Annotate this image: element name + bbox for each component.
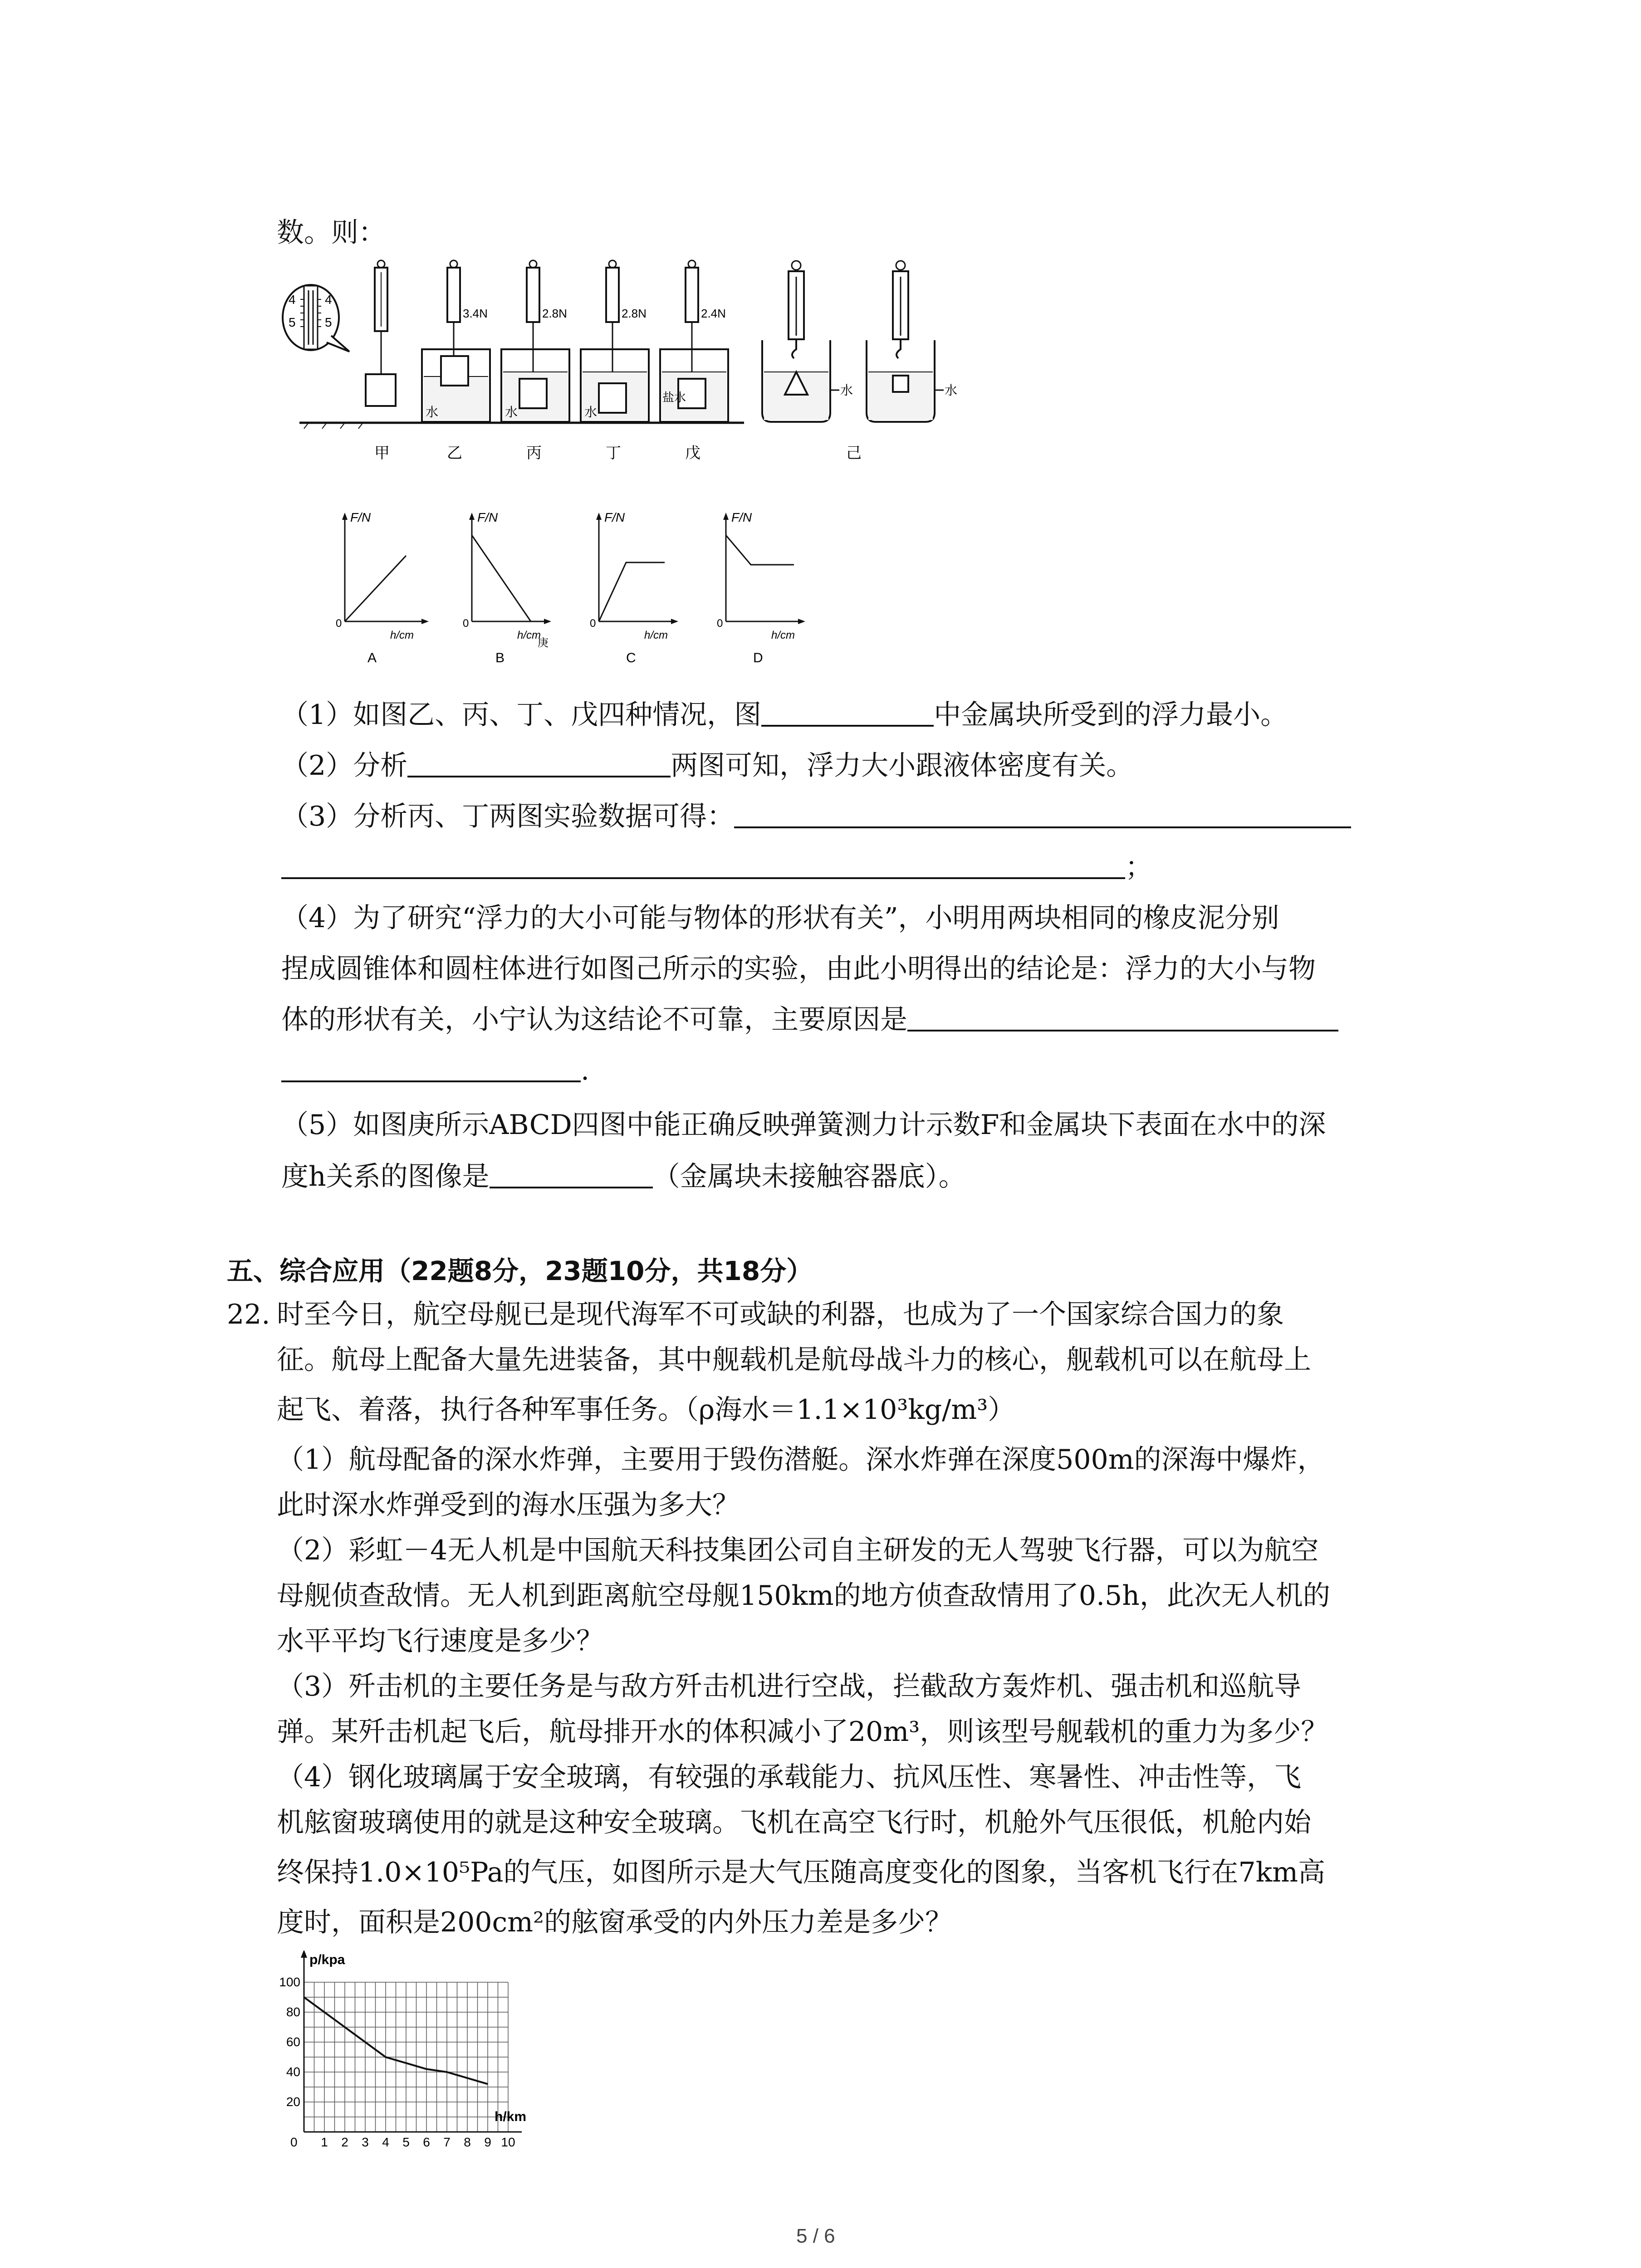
question-4-line1: （4）为了研究“浮力的大小可能与物体的形状有关”，小明用两块相同的橡皮泥分别 — [281, 902, 1279, 934]
section-heading: 五、综合应用（22题8分，23题10分，共18分） — [227, 1256, 813, 1286]
q22-part3-line: （3）歼击机的主要任务是与敌方歼击机进行空战，拦截敌方轰炸机、强击机和巡航导 — [277, 1671, 1302, 1702]
page-number: 5 / 6 — [796, 2225, 835, 2247]
question-5-line2: 度h关系的图像是 （金属块未接触容器底）。 — [281, 1161, 966, 1193]
y-tick-label: 20 — [286, 2095, 300, 2109]
x-axis-label: h/cm — [517, 629, 541, 641]
spring-scale-bing — [501, 260, 569, 422]
scale-tick: 5 — [289, 315, 296, 329]
y-axis-label: F/N — [477, 510, 498, 524]
subfig-label: 己 — [846, 445, 862, 462]
scale-tick: 4 — [325, 293, 332, 307]
y-tick-label: 60 — [286, 2035, 300, 2049]
figure-caption: 庚 — [538, 637, 549, 649]
graph-label: D — [753, 650, 763, 665]
spring-reading: 3.4N — [463, 307, 488, 320]
experiment-figure-top — [272, 259, 980, 485]
y-tick-label: 40 — [286, 2065, 300, 2079]
graph-label: C — [626, 650, 636, 665]
x-tick-label: 6 — [423, 2135, 430, 2149]
x-tick-label: 2 — [341, 2135, 348, 2149]
q22-part1-line: （1）航母配备的深水炸弹，主要用于毁伤潜艇。深水炸弹在深度500m的深海中爆炸， — [277, 1444, 1325, 1476]
question-4-line3: 体的形状有关，小宁认为这结论不可靠，主要原因是 — [281, 998, 1338, 1041]
question-4-line2: 捏成圆锥体和圆柱体进行如图己所示的实验，由此小明得出的结论是：浮力的大小与物 — [281, 953, 1316, 985]
y-axis-label: F/N — [604, 510, 625, 524]
spring-scale-jia — [366, 260, 396, 406]
x-tick-label: 3 — [362, 2135, 369, 2149]
answer-blank[interactable] — [761, 700, 934, 727]
q22-part4-line: （4）钢化玻璃属于安全玻璃，有较强的承载能力、抗风压性、寒暑性、冲击性等，飞 — [277, 1761, 1302, 1793]
answer-blank[interactable] — [490, 1162, 653, 1188]
x-tick-label: 9 — [484, 2135, 491, 2149]
q22-part3-line: 弹。某歼击机起飞后，航母排开水的体积减小了20m³，则该型号舰载机的重力为多少？ — [277, 1716, 1328, 1748]
x-tick-label: 1 — [321, 2135, 328, 2149]
q22-part2-line: 母舰侦查敌情。无人机到距离航空母舰150km的地方侦查敌情用了0.5h，此次无人机的 — [277, 1580, 1330, 1612]
water-label: 水 — [840, 383, 853, 397]
graph-b — [469, 513, 551, 624]
question-2: （2）分析 两图可知，浮力大小跟液体密度有关。 — [281, 750, 1134, 782]
subfig-label: 戊 — [685, 445, 700, 462]
scale-tick: 5 — [325, 315, 332, 329]
beaker-cone — [762, 261, 839, 422]
liquid-label: 水 — [584, 405, 598, 419]
q22-intro-line: 时至今日，航空母舰已是现代海军不可或缺的利器，也成为了一个国家综合国力的象 — [277, 1299, 1284, 1330]
intro-tail: 数。则： — [277, 217, 386, 249]
x-tick-label: 8 — [464, 2135, 471, 2149]
answer-blank[interactable] — [407, 751, 671, 777]
liquid-label: 盐水 — [662, 391, 686, 404]
graph-d — [723, 513, 805, 624]
spring-scale-yi — [422, 260, 490, 422]
subfig-label: 丙 — [526, 445, 542, 462]
pressure-altitude-chart — [272, 1950, 590, 2164]
origin-label: 0 — [290, 2135, 298, 2149]
q22-part2-line: 水平平均飞行速度是多少？ — [277, 1625, 603, 1657]
x-axis-label: h/cm — [771, 629, 795, 641]
spring-reading: 2.4N — [701, 307, 726, 320]
answer-blank[interactable] — [281, 853, 1125, 879]
chart-labels — [279, 1975, 515, 2149]
y-axis-arrow — [301, 1950, 307, 1958]
graph-label: B — [495, 650, 505, 665]
q22-part4-line: 机舷窗玻璃使用的就是这种安全玻璃。飞机在高空飞行时，机舱外气压很低，机舱内始 — [277, 1807, 1311, 1838]
y-axis-label: F/N — [350, 510, 371, 524]
beaker-cylinder — [867, 261, 944, 422]
q22-part4-line: 度时，面积是200cm²的舷窗承受的内外压力差是多少？ — [277, 1906, 953, 1938]
origin-label: 0 — [336, 617, 342, 630]
x-tick-label: 7 — [443, 2135, 451, 2149]
y-tick-label: 80 — [286, 2005, 300, 2019]
scale-tick: 4 — [289, 293, 296, 307]
y-axis-label: p/kpa — [309, 1952, 345, 1967]
q22-part2-line: （2）彩虹－4无人机是中国航天科技集团公司自主研发的无人驾驶飞行器，可以为航空 — [277, 1535, 1319, 1566]
figure-geng — [327, 508, 871, 680]
liquid-label: 水 — [426, 405, 439, 419]
spring-reading: 2.8N — [622, 307, 647, 320]
spring-reading: 2.8N — [542, 307, 567, 320]
x-axis-label: h/km — [495, 2109, 527, 2124]
question-4-cont: . — [281, 1049, 589, 1092]
q22-intro-line: 起飞、着落，执行各种军事任务。（ρ海水＝1.1×10³kg/m³） — [277, 1394, 1015, 1426]
graph-c — [596, 513, 678, 624]
y-tick-label: 100 — [279, 1975, 300, 1989]
question-3: （3）分析丙、丁两图实验数据可得： — [281, 795, 1351, 838]
q22-part4-line: 终保持1.0×10⁵Pa的气压，如图所示是大气压随高度变化的图象，当客机飞行在7km高 — [277, 1857, 1325, 1888]
water-label: 水 — [945, 383, 958, 397]
chart-grid — [304, 1982, 508, 2132]
answer-blank[interactable] — [907, 1005, 1338, 1031]
origin-label: 0 — [590, 617, 596, 630]
question-5-line1: （5）如图庚所示ABCD四图中能正确反映弹簧测力计示数F和金属块下表面在水中的深 — [281, 1109, 1326, 1141]
question-1: （1）如图乙、丙、丁、戊四种情况，图 中金属块所受到的浮力最小。 — [281, 699, 1288, 731]
x-axis-label: h/cm — [644, 629, 668, 641]
x-tick-label: 4 — [382, 2135, 389, 2149]
liquid-label: 水 — [505, 405, 518, 419]
question-3-cont: ； — [281, 846, 1152, 889]
q22-part1-line: 此时深水炸弹受到的海水压强为多大？ — [277, 1489, 740, 1521]
q22-intro-line: 征。航母上配备大量先进装备，其中舰载机是航母战斗力的核心，舰载机可以在航母上 — [277, 1344, 1311, 1376]
origin-label: 0 — [463, 617, 469, 630]
answer-blank[interactable] — [734, 802, 1351, 828]
question-22-number: 22. — [227, 1299, 270, 1330]
spring-scale-ding — [581, 260, 649, 422]
subfig-label: 乙 — [447, 445, 462, 462]
answer-blank[interactable] — [281, 1056, 581, 1082]
x-axis-label: h/cm — [390, 629, 414, 641]
x-tick-label: 10 — [501, 2135, 515, 2149]
graph-label: A — [367, 650, 377, 665]
subfig-label: 丁 — [606, 445, 621, 462]
x-tick-label: 5 — [402, 2135, 410, 2149]
graph-a — [342, 513, 429, 624]
chart-axes — [301, 1950, 522, 2132]
subfig-label: 甲 — [374, 445, 390, 462]
origin-label: 0 — [717, 617, 723, 630]
y-axis-label: F/N — [731, 510, 752, 524]
